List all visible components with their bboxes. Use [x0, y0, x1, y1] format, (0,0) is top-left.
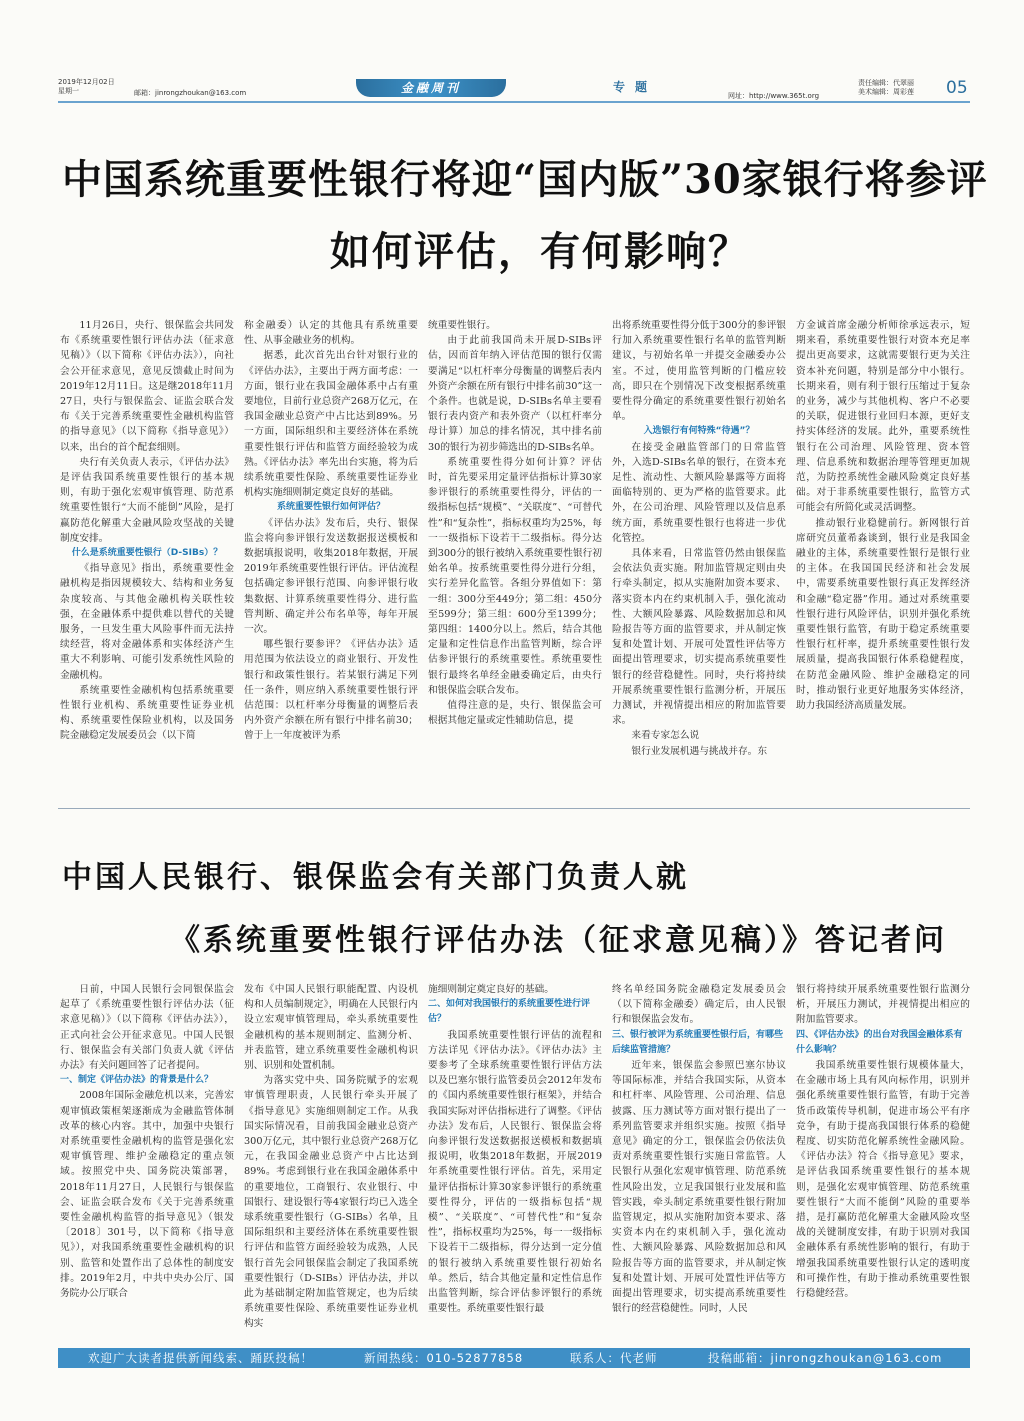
subheading: 三、银行被评为系统重要性银行后，有哪些后续监管措施？ — [612, 1029, 784, 1055]
footer-invite: 欢迎广大读者提供新闻线索、踊跃投稿！ — [88, 1351, 313, 1365]
article2-title-line1: 中国人民银行、银保监会有关部门负责人就 — [62, 860, 689, 895]
article2-column-4 — [612, 982, 786, 1334]
paragraph: 央行有关负责人表示，《评估办法》是评估我国系统重要性银行的基本规则，有助于强化宏观审慎管理、防范系统重要性银行“大而不能倒”风险，是打赢防范化解重大金融风险攻坚战的关键制度安排。 — [60, 456, 234, 544]
paragraph: 系统重要性得分如何计算？评估时，首先要采用定量评估指标计算30家参评银行的系统重要性得分，评估的一级指标包括“规模”、“关联度”、“可替代性”和“复杂性”，指标权重均为25%，每一一级指标下设若干二级指标。得分达到300分的银行被纳入系统重要性银行初始名单。按系统重要性得分进行分组，实行差异化监管。各组分界值如下：第一组：300分至449分；第二组：450分至599分；第三组：600分至1399分；第四组：1400分以上。然后，结合其他定量和定性信息作出监管判断，综合评估参评银行的系统重要性。系统重要性银行最终名单经金融委确定后，由央行和银保监会联合发布。 — [428, 456, 602, 696]
subheading: 系统重要性银行如何评估？ — [276, 502, 385, 513]
paragraph: 11月26日，央行、银保监会共同发布《系统重要性银行评估办法（征求意见稿）》（以下简称《评估办法》），向社会公开征求意见，意见反馈截止时间为2019年12月11日。这是继2018年11月27日，央行与银保监会、证监会联合发布《关于完善系统重要性金融机构监管的指导意见》（以下简称《指导意见》）以来，出台的首个配套细则。 — [60, 320, 234, 453]
header-email: 邮箱：jinrongzhoukan@163.com — [134, 89, 247, 97]
footer-contact: 联系人：代老师 — [570, 1351, 658, 1365]
subheading: 一、制定《评估办法》的背景是什么？ — [60, 1075, 214, 1086]
article1-title-line1: 中国系统重要性银行将迎“国内版”30家银行将参评 — [62, 156, 988, 203]
article1-column-2 — [244, 318, 418, 756]
paragraph: 施细则制定奠定良好的基础。 — [428, 984, 554, 995]
paragraph: 来看专家怎么说 — [631, 730, 700, 742]
paragraph: 统重要性银行。 — [428, 320, 496, 331]
article1-column-5 — [796, 318, 970, 756]
paragraph: 在接受金融监管部门的日常监管外，入选D-SIBs名单的银行，在资本充足性、流动性、大额风险暴露等方面将面临特别的、更为严格的监管要求。此外，在公司治理、风险管理以及信息系统方面，系统重要性银行也将进一步优化管控。 — [612, 441, 786, 544]
paragraph: 发布《中国人民银行职能配置、内设机构和人员编制规定》，明确在人民银行内设立宏观审慎管理局，牵头系统重要性金融机构的基本规则制定、监测分析、并表监管，建立系统重要性金融机构识别、识别和处置机制。 — [244, 984, 418, 1072]
article1-column-3 — [428, 318, 602, 756]
paragraph: 据悉，此次首先出台针对银行业的《评估办法》，主要出于两方面考虑：一方面，银行业在我国金融体系中占有重要地位，目前行业总资产268万亿元，在我国金融业总资产中占比达到89%。另一方面，国际组织和主要经济体在系统重要性银行评估和监管方面经验较为成熟。《评估办法》率先出台实施，将为后续系统重要性保险、系统重要性证券业机构实施细则制定奠定良好的基础。 — [244, 350, 418, 499]
subheading: 入选银行有何特殊“待遇”？ — [643, 426, 755, 437]
article2-title-line2: 《系统重要性银行评估办法（征求意见稿）》答记者问 — [170, 923, 947, 958]
paragraph: 《评估办法》发布后，央行、银保监会将向参评银行发送数据报送模板和数据填报说明，收集2018年数据，开展2019年系统重要性银行评估。评估流程包括确定参评银行范围、向参评银行收集数据、计算系统重要性得分、进行监管判断、确定并公布名单等，每年开展一次。 — [244, 517, 418, 636]
editor-credits: 责任编辑：代翠丽 美术编辑：周彩莲 — [858, 79, 914, 96]
footer-submission-email: 投稿邮箱：jinrongzhoukan@163.com — [708, 1351, 943, 1365]
page-header — [58, 78, 970, 100]
header-website: 网址：http://www.365t.org — [728, 92, 820, 100]
paragraph: 出将系统重要性得分低于300分的参评银行加入系统重要性银行名单的监管判断建议，与初始名单一并提交金融委办公室。不过，使用监管判断的门槛应较高，即只在个别情况下改变根据系统重要性得分确定的系统重要性银行初始名单。 — [612, 320, 786, 423]
paragraph: 哪些银行要参评？《评估办法》适用范围为依法设立的商业银行、开发性银行和政策性银行。若某银行满足下列任一条件，则应纳入系统重要性银行评估范围：以杠杆率分母衡量的调整后表内外资产余额在所有银行中排名前30；曾于上一年度被评为系 — [244, 639, 418, 742]
article2-column-2 — [244, 982, 418, 1334]
paragraph: 2008年国际金融危机以来，完善宏观审慎政策框架逐渐成为金融监管体制改革的核心内容。其中，加强中央银行对系统重要性金融机构的监管是强化宏观审慎管理、维护金融稳定的重点领域。按照党中央、国务院决策部署，2018年11月27日，人民银行与银保监会、证监会联合发布《关于完善系统重要性金融机构监管的指导意见》（银发〔2018〕301号，以下简称《指导意见》），对我国系统重要性金融机构的识别、监管和处置作出了总体性的制度安排。2019年2月，中共中央办公厅、国务院办公厅联合 — [60, 1090, 234, 1300]
article2-column-5 — [796, 982, 970, 1334]
paragraph: 近年来，银保监会参照巴塞尔协议等国际标准，并结合我国实际，从资本和杠杆率、风险管理、公司治理、信息披露、压力测试等方面对银行提出了一系列监管要求并组织实施。按照《指导意见》确定的分工，银保监会仍依法负责对系统重要性银行实施日常监管。人民银行从强化宏观审慎管理、防范系统性风险出发，立足我国银行业发展和监管实践，牵头制定系统重要性银行附加监管规定，拟从实施附加资本要求、落实资本内在约束机制入手，强化流动性、大额风险暴露、风险数据加总和风险报告等方面的监管要求，并从制定恢复和处置计划、开展可处置性评估等方面提出管理要求，切实提高系统重要性银行的经营稳健性。同时，人民 — [612, 1060, 786, 1315]
section-label: 专题 — [613, 80, 658, 94]
paragraph: 终名单经国务院金融稳定发展委员会（以下简称金融委）确定后，由人民银行和银保监会发布。 — [612, 984, 786, 1026]
header-divider — [58, 101, 970, 103]
paragraph: 为落实党中央、国务院赋予的宏观审慎管理职责，人民银行牵头开展了《指导意见》实施细则制定工作。从我国实际情况看，目前我国金融业总资产300万亿元，其中银行业总资产268万亿元，在我国金融业总资产中占比达到89%。考虑到银行业在我国金融体系中的重要地位，工商银行、农业银行、中国银行、建设银行等4家银行均已入选全球系统重要性银行（G-SIBs）名单，且国际组织和主要经济体在系统重要性银行评估和监管方面经验较为成熟，人民银行首先会同银保监会制定了我国系统重要性银行（D-SIBs）评估办法，并以此为基础制定附加监管规定，也为后续系统重要性保险、系统重要性证券业机构实 — [244, 1075, 418, 1330]
article1-column-4 — [612, 318, 786, 756]
paragraph: 由于此前我国尚未开展D-SIBs评估，因而首年纳入评估范围的银行仅需要满足“以杠杆率分母衡量的调整后表内外资产余额在所有银行中排名前30”这一个条件。也就是说，D-SIBs名单主要看银行表内资产和表外资产（以杠杆率分母计算）加总的排名情况，其中排名前30的银行为初步筛选出的D-SIBs名单。 — [428, 335, 602, 453]
paragraph: 我国系统重要性银行评估的流程和方法详见《评估办法》。《评估办法》主要参考了全球系统重要性银行评估方法以及巴塞尔银行监管委员会2012年发布的《国内系统重要性银行框架》，并结合我国实际对评估指标进行了调整。《评估办法》发布后，人民银行、银保监会将向参评银行发送数据报送模板和数据填报说明，收集2018年数据，开展2019年系统重要性银行评估。首先，采用定量评估指标计算30家参评银行的系统重要性得分，评估的一级指标包括“规模”、“关联度”、“可替代性”和“复杂性”，指标权重均为25%，每一一级指标下设若干二级指标，得分达到一定分值的银行被纳入系统重要性银行初始名单。然后，结合其他定量和定性信息作出监管判断，综合评估参评银行的系统重要性。系统重要性银行最 — [428, 1029, 602, 1315]
paragraph: 《指导意见》指出，系统重要性金融机构是指因规模较大、结构和业务复杂度较高、与其他金融机构关联性较强，在金融体系中提供难以替代的关键服务，一旦发生重大风险事件而无法持续经营，将对金融体系和实体经济产生重大不利影响、可能引发系统性风险的金融机构。 — [60, 563, 234, 681]
paragraph: 我国系统重要性银行规模体量大，在金融市场上具有风向标作用，识别并强化系统重要性银行监管，有助于完善货币政策传导机制，促进市场公平有序竞争，有助于提高我国银行体系的稳健程度、切实防范化解系统性金融风险。《评估办法》符合《指导意见》要求，是评估我国系统重要性银行的基本规则，是强化宏观审慎管理、防范系统重要性银行“大而不能倒”风险的重要举措，是打赢防范化解重大金融风险攻坚战的关键制度安排，有助于识别对我国金融体系有系统性影响的银行，有助于增强我国系统重要性银行认定的透明度和可操作性，有助于推动系统重要性银行稳健经营。 — [796, 1060, 970, 1300]
article2-column-1 — [60, 982, 234, 1334]
subheading: 四、《评估办法》的出台对我国金融体系有什么影响？ — [796, 1029, 963, 1055]
article1-title-line2: 如何评估，有何影响？ — [330, 228, 750, 275]
paragraph: 具体来看，日常监管仍然由银保监会依法负责实施。附加监管规定则由央行牵头制定，拟从实施附加资本要求、落实资本内在约束机制入手，强化流动性、大额风险暴露、风险数据加总和风险报告等方面的监管要求，并从制定恢复和处置计划、开展可处置性评估等方面提出管理要求，切实提高系统重要性银行的经营稳健性。同时，央行将持续开展系统重要性银行监测分析，开展压力测试，并视情提出相应的附加监管要求。 — [612, 548, 786, 727]
subheading: 二、如何对我国银行的系统重要性进行评估？ — [428, 999, 591, 1025]
issue-date: 2019年12月02日 星期一 — [58, 78, 115, 95]
subheading: 什么是系统重要性银行（D-SIBs）？ — [71, 548, 223, 559]
paragraph: 银行业发展机遇与挑战并存。东 — [631, 745, 768, 756]
paragraph: 方金诚首席金融分析师徐承远表示，短期来看，系统重要性银行对资本充足率提出更高要求，这就需要银行更为关注资本补充问题，特别是部分中小银行。长期来看，则有利于银行压缩过于复杂的业务，减少与其他机构、客户不必要的关联，促进银行业回归本源，更好支持实体经济的发展。此外，重要系统性银行在公司治理、风险管理、资本管理、信息系统和数据治理等管理更加规范，为防控系统性金融风险奠定良好基础。对于非系统重要性银行，监管方式可能会有所简化或灵活调整。 — [796, 320, 970, 514]
paragraph: 日前，中国人民银行会同银保监会起草了《系统重要性银行评估办法（征求意见稿）》（以下简称《评估办法》），正式向社会公开征求意见。中国人民银行、银保监会有关部门负责人就《评估办法》有关问题回答了记者提问。 — [60, 984, 234, 1072]
article-divider — [58, 808, 970, 809]
article1-column-1 — [60, 318, 234, 756]
paragraph: 系统重要性金融机构包括系统重要性银行业机构、系统重要性证券业机构、系统重要性保险业机构，以及国务院金融稳定发展委员会（以下简 — [60, 684, 234, 742]
paragraph: 推动银行业稳健前行。新网银行首席研究员董希淼谈到，银行业是我国金融业的主体，系统重要性银行是银行业的主体。在我国国民经济和社会发展中，需要系统重要性银行真正发挥经济和金融“稳定器”作用。通过对系统重要性银行进行风险评估，识别并强化系统重要性银行监管，有助于稳定系统重要性银行杠杆率，提升系统重要性银行发展质量，提高我国银行体系稳健程度，在防范金融风险、维护金融稳定的同时，推动银行业更好地服务实体经济，助力我国经济高质量发展。 — [796, 517, 970, 712]
footer-banner — [58, 1348, 970, 1368]
masthead-logo: 金融周刊 — [356, 79, 506, 97]
paragraph: 称金融委）认定的其他具有系统重要性、从事金融业务的机构。 — [244, 320, 418, 347]
page-number: 05 — [946, 78, 968, 98]
paragraph: 值得注意的是，央行、银保监会可根据其他定量或定性辅助信息，提 — [428, 700, 602, 727]
footer-hotline: 新闻热线：010-52877858 — [364, 1351, 524, 1365]
article2-column-3 — [428, 982, 602, 1334]
paragraph: 银行将持续开展系统重要性银行监测分析，开展压力测试，并视情提出相应的附加监管要求。 — [796, 984, 970, 1026]
